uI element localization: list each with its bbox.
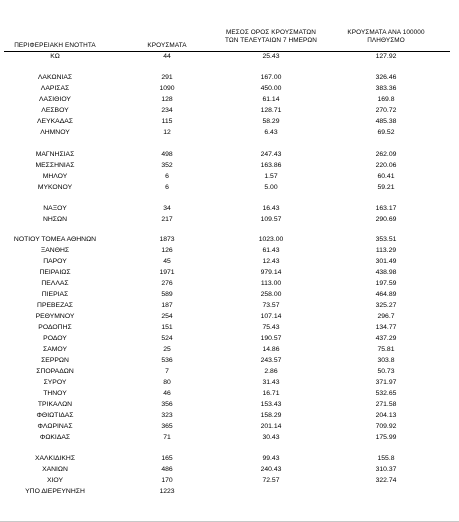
cases-cell: 6 <box>165 184 169 191</box>
per-100k-cell: 113.29 <box>375 247 397 254</box>
average-cell: 16.43 <box>262 205 280 212</box>
table-row <box>0 389 459 399</box>
table-row <box>0 73 459 83</box>
average-cell: 61.43 <box>262 247 280 254</box>
cases-cell: 128 <box>161 96 173 103</box>
table-row <box>0 235 459 245</box>
table-row <box>0 290 459 300</box>
cases-cell: 126 <box>161 247 173 254</box>
per-100k-cell: 383.36 <box>375 85 397 92</box>
per-100k-cell: 437.29 <box>375 335 397 342</box>
region-cell: ΝΗΣΩΝ <box>42 216 67 223</box>
average-cell: 6.43 <box>264 129 278 136</box>
average-cell: 1.57 <box>264 173 278 180</box>
region-cell: ΧΑΛΚΙΔΙΚΗΣ <box>34 455 76 462</box>
per-100k-cell: 169.8 <box>377 96 395 103</box>
cases-cell: 356 <box>161 401 173 408</box>
per-100k-cell: 271.58 <box>375 401 397 408</box>
region-cell: ΚΩ <box>50 53 60 60</box>
table-row <box>0 204 459 214</box>
average-cell: 158.29 <box>260 412 282 419</box>
cases-cell: 44 <box>163 53 171 60</box>
region-cell: ΦΘΙΩΤΙΔΑΣ <box>36 412 74 419</box>
table-row <box>0 378 459 388</box>
cases-cell: 7 <box>165 368 169 375</box>
region-cell: ΣΑΜΟΥ <box>43 346 67 353</box>
cases-cell: 498 <box>161 151 173 158</box>
table-row <box>0 128 459 138</box>
table-row <box>0 345 459 355</box>
table-row <box>0 476 459 486</box>
cases-cell: 524 <box>161 335 173 342</box>
header-cases: ΚΡΟΥΣΜΑΤΑ <box>147 42 187 49</box>
region-cell: ΝΟΤΙΟΥ ΤΟΜΕΑ ΑΘΗΝΩΝ <box>13 236 97 243</box>
region-cell: ΠΑΡΟΥ <box>43 258 67 265</box>
table-row <box>0 117 459 127</box>
table-row <box>0 312 459 322</box>
per-100k-cell: 353.51 <box>375 236 397 243</box>
table-row <box>0 84 459 94</box>
per-100k-cell: 464.89 <box>375 291 397 298</box>
cases-cell: 217 <box>161 216 173 223</box>
region-cell: ΦΛΩΡΙΝΑΣ <box>37 423 73 430</box>
region-cell: ΜΥΚΟΝΟΥ <box>37 184 73 191</box>
per-100k-cell: 134.77 <box>375 324 397 331</box>
per-100k-cell: 532.65 <box>375 390 397 397</box>
per-100k-cell: 322.74 <box>375 477 397 484</box>
cases-cell: 234 <box>161 107 173 114</box>
average-cell: 107.14 <box>260 313 282 320</box>
per-100k-cell: 485.38 <box>375 118 397 125</box>
average-cell: 163.86 <box>260 162 282 169</box>
table-row <box>0 356 459 366</box>
region-cell: ΦΩΚΙΔΑΣ <box>39 434 71 441</box>
per-100k-cell: 60.41 <box>377 173 395 180</box>
per-100k-cell: 197.59 <box>375 280 397 287</box>
table-row <box>0 215 459 225</box>
table-row <box>0 172 459 182</box>
cases-cell: 25 <box>163 346 171 353</box>
header-region: ΠΕΡΙΦΕΡΕΙΑΚΗ ΕΝΟΤΗΤΑ <box>14 42 96 49</box>
average-cell: 153.43 <box>260 401 282 408</box>
cases-cell: 1971 <box>159 269 175 276</box>
region-cell: ΡΟΔΟΠΗΣ <box>38 324 72 331</box>
average-cell: 243.57 <box>260 357 282 364</box>
cases-cell: 45 <box>163 258 171 265</box>
region-cell: ΛΑΚΩΝΙΑΣ <box>37 74 73 81</box>
region-cell: ΛΕΥΚΑΔΑΣ <box>37 118 73 125</box>
per-100k-cell: 75.81 <box>377 346 395 353</box>
cases-cell: 276 <box>161 280 173 287</box>
region-cell: ΛΑΣΙΘΙΟΥ <box>39 96 71 103</box>
cases-cell: 1090 <box>159 85 175 92</box>
average-cell: 25.43 <box>262 53 280 60</box>
table-row <box>0 334 459 344</box>
cases-cell: 1873 <box>159 236 175 243</box>
per-100k-cell: 301.49 <box>375 258 397 265</box>
table-row <box>0 301 459 311</box>
table-row <box>0 323 459 333</box>
average-cell: 2.86 <box>264 368 278 375</box>
table-header <box>0 26 459 52</box>
region-cell: ΞΑΝΘΗΣ <box>40 247 70 254</box>
region-cell: ΥΠΟ ΔΙΕΡΕΥΝΗΣΗ <box>25 488 85 495</box>
table-row <box>0 95 459 105</box>
average-cell: 201.14 <box>260 423 282 430</box>
cases-cell: 323 <box>161 412 173 419</box>
table-row <box>0 400 459 410</box>
per-100k-cell: 371.97 <box>375 379 397 386</box>
header-7day-average: ΜΕΣΟΣ ΟΡΟΣ ΚΡΟΥΣΜΑΤΩΝ ΤΩΝ ΤΕΛΕΥΤΑΙΩΝ 7 ΗΜΕΡΩΝ <box>225 29 317 44</box>
cases-cell: 254 <box>161 313 173 320</box>
cases-cell: 486 <box>161 466 173 473</box>
average-cell: 450.00 <box>260 85 282 92</box>
average-cell: 30.43 <box>262 434 280 441</box>
average-cell: 240.43 <box>260 466 282 473</box>
per-100k-cell: 438.98 <box>375 269 397 276</box>
region-cell: ΛΗΜΝΟΥ <box>40 129 70 136</box>
cases-cell: 170 <box>161 477 173 484</box>
per-100k-cell: 59.21 <box>377 184 395 191</box>
per-100k-cell: 155.8 <box>377 455 395 462</box>
per-100k-cell: 326.46 <box>375 74 397 81</box>
table-row <box>0 246 459 256</box>
cases-cell: 34 <box>163 205 171 212</box>
per-100k-cell: 262.09 <box>375 151 397 158</box>
table-row <box>0 257 459 267</box>
per-100k-cell: 296.7 <box>377 313 395 320</box>
table-row <box>0 487 459 497</box>
per-100k-cell: 50.73 <box>377 368 395 375</box>
average-cell: 113.00 <box>260 280 282 287</box>
average-cell: 61.14 <box>262 96 280 103</box>
per-100k-cell: 303.8 <box>377 357 395 364</box>
cases-cell: 46 <box>163 390 171 397</box>
average-cell: 73.57 <box>262 302 280 309</box>
region-cell: ΣΥΡΟΥ <box>43 379 67 386</box>
table-row <box>0 433 459 443</box>
table-row <box>0 161 459 171</box>
per-100k-cell: 204.13 <box>375 412 397 419</box>
table-row <box>0 150 459 160</box>
cases-cell: 6 <box>165 173 169 180</box>
average-cell: 12.43 <box>262 258 280 265</box>
table-row <box>0 183 459 193</box>
cases-cell: 151 <box>161 324 173 331</box>
region-cell: ΝΑΞΟΥ <box>43 205 67 212</box>
cases-cell: 80 <box>163 379 171 386</box>
table-row <box>0 52 459 62</box>
table-row <box>0 454 459 464</box>
per-100k-cell: 127.92 <box>375 53 397 60</box>
average-cell: 72.57 <box>262 477 280 484</box>
table-row <box>0 411 459 421</box>
region-cell: ΧΑΝΙΩΝ <box>42 466 68 473</box>
header-cases-per-100k: ΚΡΟΥΣΜΑΤΑ ΑΝΑ 100000 ΠΛΗΘΥΣΜΟ <box>347 29 425 44</box>
cases-cell: 12 <box>163 129 171 136</box>
region-cell: ΤΡΙΚΑΛΩΝ <box>37 401 73 408</box>
region-cell: ΠΙΕΡΙΑΣ <box>41 291 69 298</box>
average-cell: 1023.00 <box>258 236 284 243</box>
per-100k-cell: 175.99 <box>375 434 397 441</box>
average-cell: 128.71 <box>260 107 282 114</box>
per-100k-cell: 709.92 <box>375 423 397 430</box>
average-cell: 14.86 <box>262 346 280 353</box>
average-cell: 99.43 <box>262 455 280 462</box>
region-cell: ΣΕΡΡΩΝ <box>41 357 69 364</box>
average-cell: 109.57 <box>260 216 282 223</box>
region-cell: ΛΑΡΙΣΑΣ <box>40 85 70 92</box>
average-cell: 5.00 <box>264 184 278 191</box>
region-cell: ΜΗΛΟΥ <box>42 173 68 180</box>
region-cell: ΡΕΘΥΜΝΟΥ <box>35 313 75 320</box>
table-row <box>0 367 459 377</box>
region-cell: ΡΟΔΟΥ <box>43 335 67 342</box>
cases-cell: 1223 <box>159 488 175 495</box>
region-cell: ΠΕΙΡΑΙΩΣ <box>39 269 71 276</box>
cases-cell: 115 <box>161 118 173 125</box>
average-cell: 75.43 <box>262 324 280 331</box>
per-100k-cell: 163.17 <box>375 205 397 212</box>
per-100k-cell: 325.27 <box>375 302 397 309</box>
cases-cell: 187 <box>161 302 173 309</box>
average-cell: 190.57 <box>260 335 282 342</box>
average-cell: 167.00 <box>260 74 282 81</box>
average-cell: 979.14 <box>260 269 282 276</box>
region-cell: ΠΕΛΛΑΣ <box>41 280 69 287</box>
table-row <box>0 106 459 116</box>
region-cell: ΜΑΓΝΗΣΙΑΣ <box>35 151 75 158</box>
table-row <box>0 422 459 432</box>
cases-cell: 165 <box>161 455 173 462</box>
region-cell: ΤΗΝΟΥ <box>43 390 67 397</box>
per-100k-cell: 310.37 <box>375 466 397 473</box>
table-row <box>0 268 459 278</box>
region-cell: ΛΕΣΒΟΥ <box>41 107 69 114</box>
cases-cell: 536 <box>161 357 173 364</box>
cases-cell: 365 <box>161 423 173 430</box>
table-row <box>0 465 459 475</box>
average-cell: 16.71 <box>262 390 280 397</box>
region-cell: ΠΡΕΒΕΖΑΣ <box>37 302 73 309</box>
cases-cell: 352 <box>161 162 173 169</box>
cases-cell: 71 <box>163 434 171 441</box>
per-100k-cell: 290.69 <box>375 216 397 223</box>
average-cell: 247.43 <box>260 151 282 158</box>
average-cell: 258.00 <box>260 291 282 298</box>
region-cell: ΣΠΟΡΑΔΩΝ <box>36 368 74 375</box>
average-cell: 58.29 <box>262 118 280 125</box>
table-row <box>0 279 459 289</box>
region-cell: ΧΙΟΥ <box>46 477 64 484</box>
cases-cell: 589 <box>161 291 173 298</box>
average-cell: 31.43 <box>262 379 280 386</box>
region-cell: ΜΕΣΣΗΝΙΑΣ <box>35 162 75 169</box>
per-100k-cell: 270.72 <box>375 107 397 114</box>
cases-cell: 291 <box>161 74 173 81</box>
per-100k-cell: 220.06 <box>375 162 397 169</box>
per-100k-cell: 69.52 <box>377 129 395 136</box>
